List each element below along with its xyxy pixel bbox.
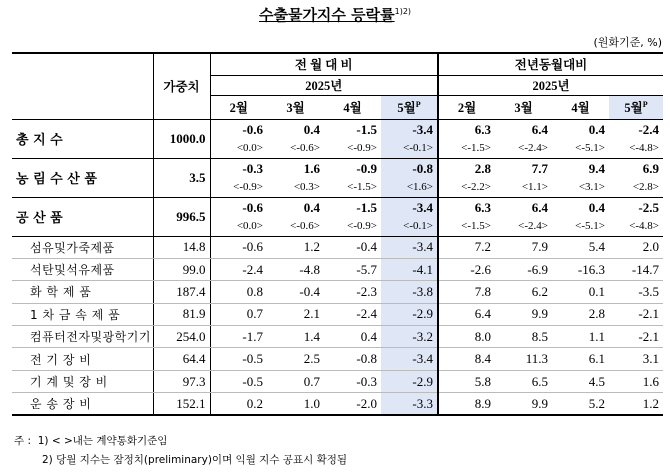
cell-value: -2.1 — [609, 326, 663, 348]
cell-value: 6.3 — [438, 197, 495, 217]
cell-value: -3.4 — [381, 348, 438, 370]
table-row — [12, 258, 663, 280]
cell-value: 2.8 — [438, 158, 495, 178]
cell-value: -2.1 — [609, 303, 663, 325]
table-row — [12, 197, 663, 217]
cell-value: 1.1 — [552, 326, 609, 348]
table-row — [12, 393, 663, 415]
cell-contract-currency: <3.1> — [552, 178, 609, 197]
cell-value: -0.5 — [210, 348, 267, 370]
cell-value: 0.8 — [210, 281, 267, 303]
cell-value: -3.3 — [381, 393, 438, 415]
cell-contract-currency: <-1.5> — [438, 139, 495, 158]
cell-value: -2.0 — [324, 393, 381, 415]
header-month: 3월 — [267, 95, 324, 119]
cell-value: 2.1 — [267, 303, 324, 325]
table-row — [12, 158, 663, 178]
header-month: 2월 — [210, 95, 267, 119]
cell-value: -0.9 — [356, 161, 377, 177]
cell-value: 0.1 — [552, 281, 609, 303]
cell-value: -0.5 — [210, 370, 267, 392]
row-weight: 81.9 — [153, 303, 210, 325]
cell-value: 9.4 — [588, 161, 605, 177]
cell-value: 0.4 — [588, 200, 605, 216]
cell-value: 0.2 — [210, 393, 267, 415]
cell-value: -0.8 — [324, 348, 381, 370]
cell-value: -1.5 — [356, 200, 377, 216]
cell-value: 3.1 — [609, 348, 663, 370]
row-label: 공 산 품 — [12, 197, 153, 236]
cell-value: -2.9 — [381, 370, 438, 392]
row-label: 전 기 장 비 — [12, 348, 153, 370]
cell-contract-currency: <-0.9> — [324, 217, 381, 236]
row-label: 1 차 금 속 제 품 — [12, 303, 153, 325]
cell-value: -0.3 — [324, 370, 381, 392]
header-month: 4월 — [552, 95, 609, 119]
cell-value: -0.6 — [210, 236, 267, 258]
cell-value: 5.8 — [438, 370, 495, 392]
header-blank — [12, 53, 153, 119]
cell-contract-currency: <-4.8> — [609, 217, 663, 236]
cell-contract-currency: <-1.5> — [324, 178, 381, 197]
header-yoy: 전년동월대비 — [438, 53, 663, 75]
cell-value: 0.7 — [210, 303, 267, 325]
cell-value: 0.4 — [324, 326, 381, 348]
cell-value: 8.5 — [495, 326, 552, 348]
row-weight: 152.1 — [153, 393, 210, 415]
cell-value: -14.7 — [609, 258, 663, 280]
cell-value: 6.4 — [531, 122, 548, 138]
cell-contract-currency: <1.6> — [381, 178, 438, 197]
footnote-1: 주 : 1) < >내는 계약통화기준임 — [14, 435, 168, 447]
cell-value: 6.9 — [642, 161, 660, 177]
cell-value: 6.4 — [438, 303, 495, 325]
row-weight: 3.5 — [153, 158, 210, 197]
cell-contract-currency: <-0.6> — [267, 217, 324, 236]
cell-value: 0.7 — [267, 370, 324, 392]
unit-label: (원화기준, %) — [593, 36, 662, 49]
cell-value: -3.4 — [381, 197, 438, 217]
cell-contract-currency: <-2.2> — [438, 178, 495, 197]
cell-value: 1.4 — [267, 326, 324, 348]
cell-value: -0.3 — [210, 158, 267, 178]
table-row — [12, 236, 663, 258]
cell-value: -4.8 — [267, 258, 324, 280]
header-year-yoy: 2025년 — [438, 75, 663, 95]
row-weight: 64.4 — [153, 348, 210, 370]
cell-value: -2.4 — [324, 303, 381, 325]
cell-value: 6.2 — [495, 281, 552, 303]
cell-value: 7.7 — [531, 161, 548, 177]
row-weight: 97.3 — [153, 370, 210, 392]
cell-value: 1.6 — [609, 370, 663, 392]
export-price-index-table — [12, 52, 663, 416]
cell-contract-currency: <-0.6> — [267, 139, 324, 158]
header-month: 2월 — [438, 95, 495, 119]
cell-value: -3.4 — [381, 236, 438, 258]
cell-value: 9.9 — [495, 393, 552, 415]
cell-value: 11.3 — [495, 348, 552, 370]
table-title: 수출물가지수 등락률$^{1)2)}$ — [258, 6, 412, 24]
cell-value: -2.3 — [324, 281, 381, 303]
row-label: 섬유및가죽제품 — [12, 236, 153, 258]
cell-value: -3.8 — [381, 281, 438, 303]
cell-value: -3.5 — [609, 281, 663, 303]
cell-value: -2.4 — [210, 258, 267, 280]
cell-value: 7.9 — [495, 236, 552, 258]
cell-value: 0.4 — [588, 122, 605, 138]
cell-value: 7.8 — [438, 281, 495, 303]
cell-value: 1.2 — [609, 393, 663, 415]
table-row — [12, 326, 663, 348]
cell-value: 9.9 — [495, 303, 552, 325]
cell-value: 1.2 — [267, 236, 324, 258]
cell-value: 1.0 — [267, 393, 324, 415]
cell-value: -0.4 — [267, 281, 324, 303]
cell-value: -2.6 — [438, 258, 495, 280]
cell-value: 6.3 — [438, 119, 495, 139]
cell-contract-currency: <-5.1> — [552, 217, 609, 236]
cell-value: -0.4 — [324, 236, 381, 258]
cell-contract-currency: <1.1> — [495, 178, 552, 197]
cell-value: -3.2 — [381, 326, 438, 348]
row-label: 기 계 및 장 비 — [12, 370, 153, 392]
row-weight: 996.5 — [153, 197, 210, 236]
row-weight: 1000.0 — [153, 119, 210, 158]
cell-contract-currency: <-1.5> — [438, 217, 495, 236]
header-month: 5월$^P$ — [381, 95, 438, 119]
footnotes — [14, 432, 347, 470]
header-year-mom: 2025년 — [210, 75, 438, 95]
row-label: 운 송 장 비 — [12, 393, 153, 415]
row-label: 농 림 수 산 품 — [12, 158, 153, 197]
cell-value: 6.5 — [495, 370, 552, 392]
header-month: 4월 — [324, 95, 381, 119]
row-weight: 99.0 — [153, 258, 210, 280]
cell-contract-currency: <-0.9> — [210, 178, 267, 197]
row-label: 석탄및석유제품 — [12, 258, 153, 280]
row-weight: 254.0 — [153, 326, 210, 348]
cell-contract-currency: <-0.1> — [381, 217, 438, 236]
cell-value: -1.7 — [210, 326, 267, 348]
cell-value: 8.0 — [438, 326, 495, 348]
row-label: 컴퓨터전자및광학기기 — [12, 326, 153, 348]
cell-value: -6.9 — [495, 258, 552, 280]
cell-contract-currency: <0.0> — [210, 139, 267, 158]
row-weight: 187.4 — [153, 281, 210, 303]
cell-contract-currency: <0.0> — [210, 217, 267, 236]
header-weight: 가중치 — [153, 53, 210, 119]
cell-value: 5.4 — [552, 236, 609, 258]
cell-contract-currency: <2.8> — [609, 178, 663, 197]
cell-value: -16.3 — [552, 258, 609, 280]
cell-value: -0.6 — [210, 119, 267, 139]
cell-value: 2.5 — [267, 348, 324, 370]
row-weight: 14.8 — [153, 236, 210, 258]
cell-value: 6.1 — [552, 348, 609, 370]
cell-contract-currency: <-0.9> — [324, 139, 381, 158]
cell-contract-currency: <-2.4> — [495, 217, 552, 236]
cell-value: -5.7 — [324, 258, 381, 280]
cell-contract-currency: <0.3> — [267, 178, 324, 197]
table-row — [12, 303, 663, 325]
cell-value: 8.9 — [438, 393, 495, 415]
footnote-2: 2) 당월 지수는 잠정치(preliminary)이며 익월 지수 공표시 확정됨 — [42, 454, 348, 466]
table-row — [12, 281, 663, 303]
table-row — [12, 348, 663, 370]
cell-value: -4.1 — [381, 258, 438, 280]
cell-contract-currency: <-5.1> — [552, 139, 609, 158]
cell-value: 8.4 — [438, 348, 495, 370]
row-label: 총 지 수 — [12, 119, 153, 158]
table-row — [12, 119, 663, 139]
cell-value: -0.6 — [210, 197, 267, 217]
header-month: 5월$^P$ — [609, 95, 663, 119]
cell-value: 6.4 — [531, 200, 548, 216]
cell-value: 1.6 — [303, 161, 320, 177]
cell-contract-currency: <-0.1> — [381, 139, 438, 158]
cell-contract-currency: <-2.4> — [495, 139, 552, 158]
cell-value: -1.5 — [356, 122, 377, 138]
cell-value: -2.4 — [638, 122, 660, 138]
header-month: 3월 — [495, 95, 552, 119]
cell-value: -3.4 — [381, 119, 438, 139]
cell-value: 4.5 — [552, 370, 609, 392]
cell-value: -0.8 — [381, 158, 438, 178]
cell-value: 7.2 — [438, 236, 495, 258]
cell-value: 2.8 — [552, 303, 609, 325]
cell-value: -2.5 — [638, 200, 660, 216]
cell-value: 0.4 — [303, 200, 320, 216]
cell-contract-currency: <-4.8> — [609, 139, 663, 158]
cell-value: -2.9 — [381, 303, 438, 325]
header-mom: 전 월 대 비 — [210, 53, 438, 75]
row-label: 화 학 제 품 — [12, 281, 153, 303]
cell-value: 5.2 — [552, 393, 609, 415]
cell-value: 2.0 — [609, 236, 663, 258]
cell-value: 0.4 — [303, 122, 320, 138]
table-row — [12, 370, 663, 392]
